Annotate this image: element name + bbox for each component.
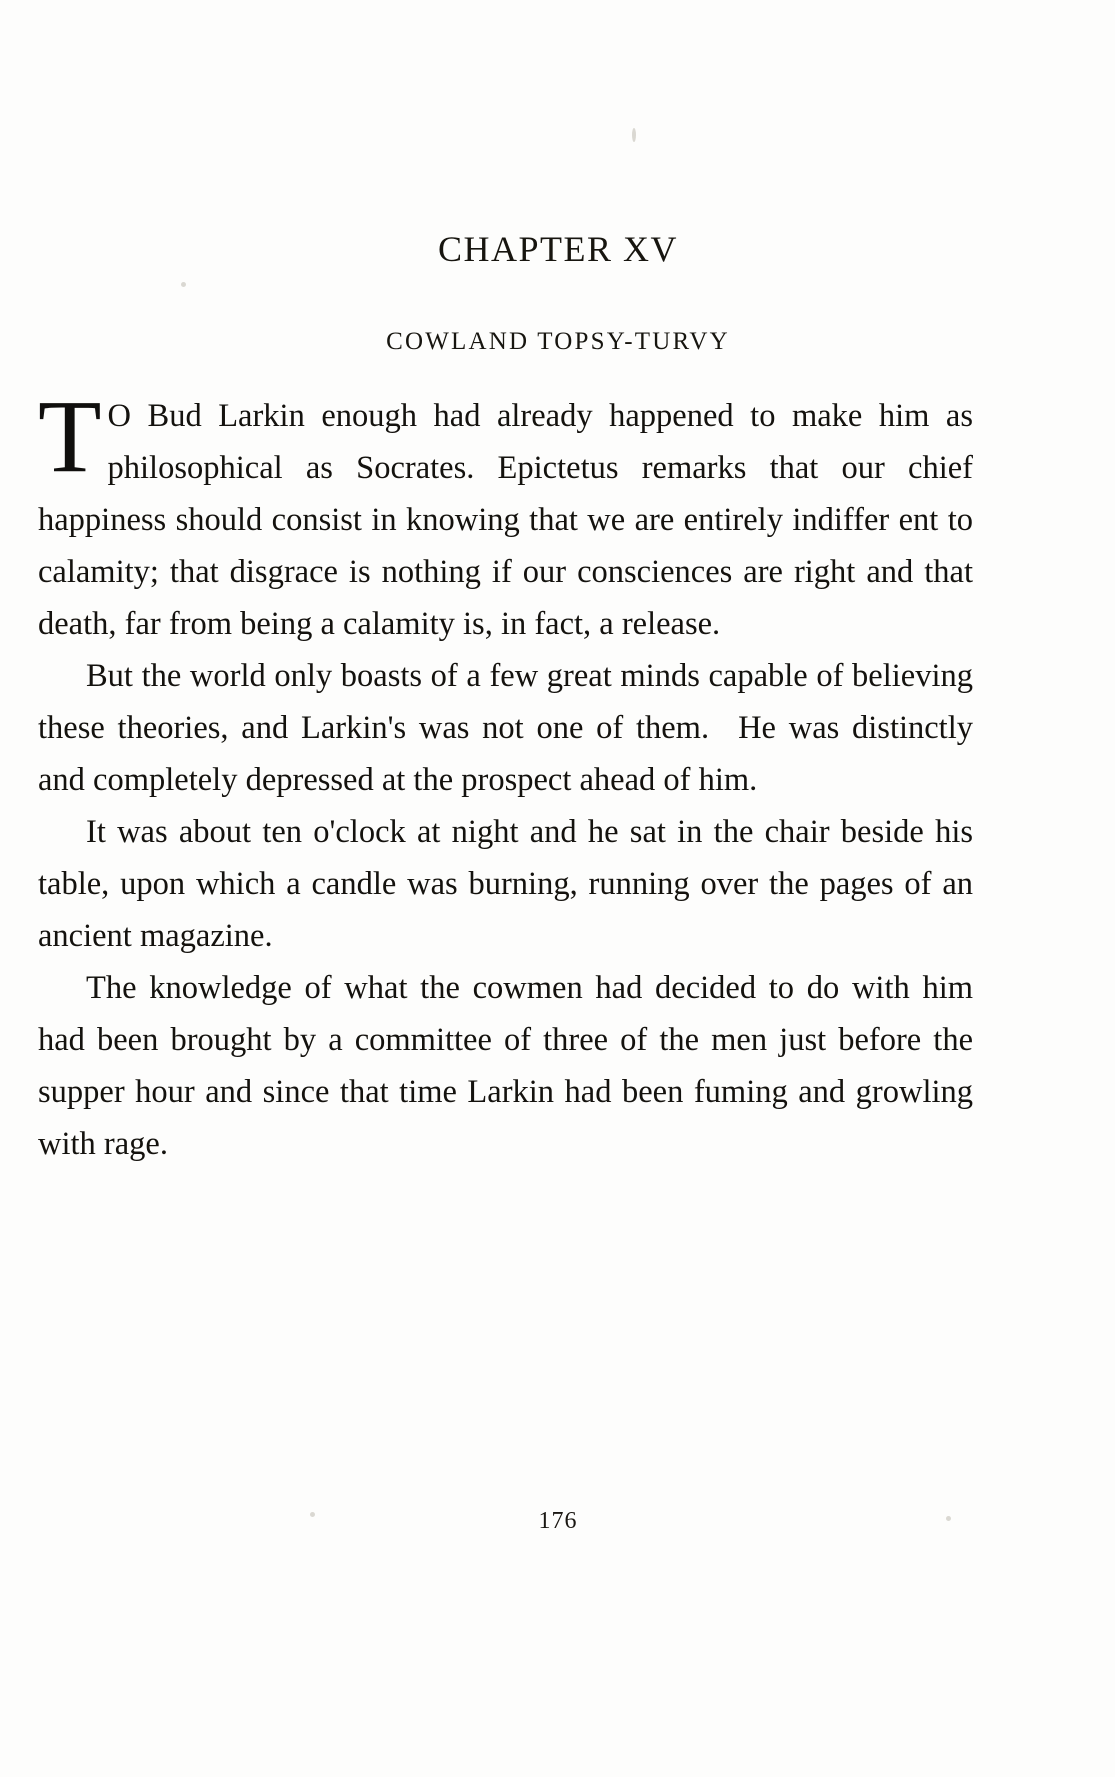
paragraph-1 <box>38 379 973 650</box>
body-text <box>38 379 973 1170</box>
chapter-heading: CHAPTER XV <box>437 229 679 269</box>
chapter-subtitle: COWLAND TOPSY-TURVY <box>386 328 730 355</box>
paragraph-2: But the world only boasts of a few great minds capable of believing these theories, and Larkin's was not one of them. He was distinctly and completely depressed at the prospect ahead of him. <box>38 658 973 798</box>
drop-cap: T <box>38 379 102 494</box>
paragraph-4: The knowledge of what the cowmen had decided to do with him had been brought by a committee of three of the men just before the supper hour and since that time Larkin had been fuming and growling with rage. <box>38 970 973 1162</box>
paragraph-1-text: O Bud Larkin enough had already happened to make him as philosophical as Socrates. Epictetus remarks that our chief happiness should consist in knowing that we are entirely indiffer ent to calamity; that disgrace is nothing if our consciences are right and that death, far from being a calamity is, in fact, a release. <box>38 398 973 642</box>
paragraph-3: It was about ten o'clock at night and he sat in the chair beside his table, upon which a candle was burning, running over the pages of an ancient magazine. <box>38 814 973 954</box>
page-content <box>38 0 1078 1777</box>
page-number: 176 <box>538 1508 578 1534</box>
